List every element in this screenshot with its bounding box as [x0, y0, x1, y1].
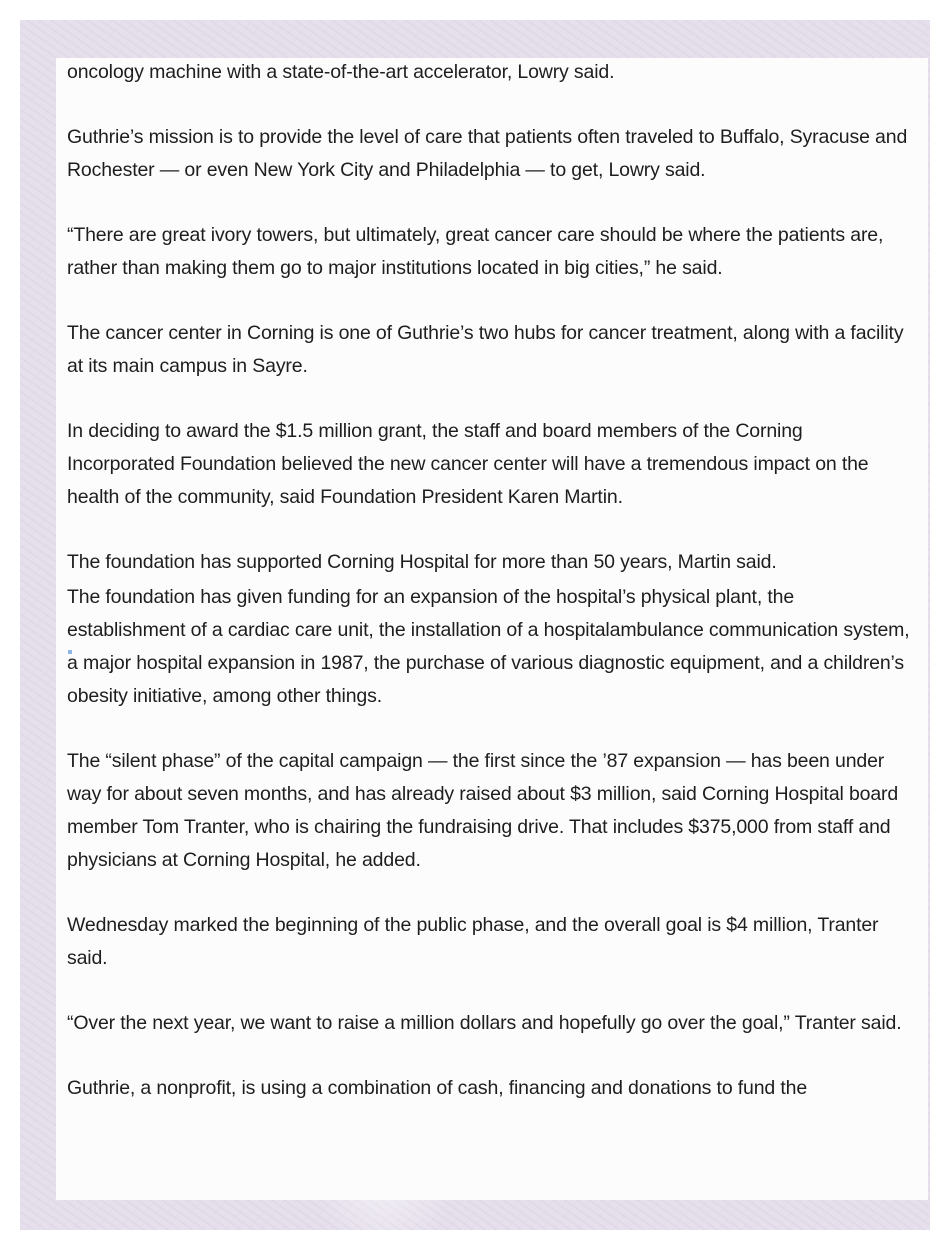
textured-background-frame: [20, 20, 930, 1230]
paragraph: Guthrie’s mission is to provide the level of care that patients often traveled to Buffalo, Syracuse and Rochester — or even New York City and Philadelphia — to get, Lowry said.: [67, 126, 908, 181]
paragraph: The foundation has given funding for an expansion of the hospital’s physical plant, the establishment of a cardiac care unit, the installation of a hospitalambulance communication system, a major hospital expansion in 1987, the purchase of various diagnostic equipment, and a children’s obesity initiative, among other things.: [67, 586, 910, 707]
paragraph: The cancer center in Corning is one of Guthrie’s two hubs for cancer treatment, along with a facility at its main campus in Sayre.: [67, 322, 904, 377]
paragraph: oncology machine with a state-of-the-art accelerator, Lowry said.: [67, 61, 615, 83]
paragraph: Wednesday marked the beginning of the public phase, and the overall goal is $4 million, Tranter said.: [67, 914, 879, 969]
paragraph: “There are great ivory towers, but ultimately, great cancer care should be where the patients are, rather than making them go to major institutions located in big cities,” he said.: [67, 224, 884, 279]
paragraph: In deciding to award the $1.5 million grant, the staff and board members of the Corning Incorporated Foundation believed the new cancer center will have a tremendous impact on the health of the community, said Foundation President Karen Martin.: [67, 420, 869, 508]
article-body: [67, 58, 912, 1137]
paragraph: The foundation has supported Corning Hospital for more than 50 years, Martin said.: [67, 551, 777, 573]
paragraph: “Over the next year, we want to raise a million dollars and hopefully go over the goal,” Tranter said.: [67, 1012, 902, 1034]
paragraph: Guthrie, a nonprofit, is using a combination of cash, financing and donations to fund the: [67, 1077, 808, 1099]
document-page: [56, 58, 928, 1200]
paragraph: The “silent phase” of the capital campaign — the first since the ’87 expansion — has been under way for about seven months, and has already raised about $3 million, said Corning Hospital board member Tom Tranter, who is chairing the fundraising drive. That includes $375,000 from staff and physicians at Corning Hospital, he added.: [67, 750, 899, 871]
